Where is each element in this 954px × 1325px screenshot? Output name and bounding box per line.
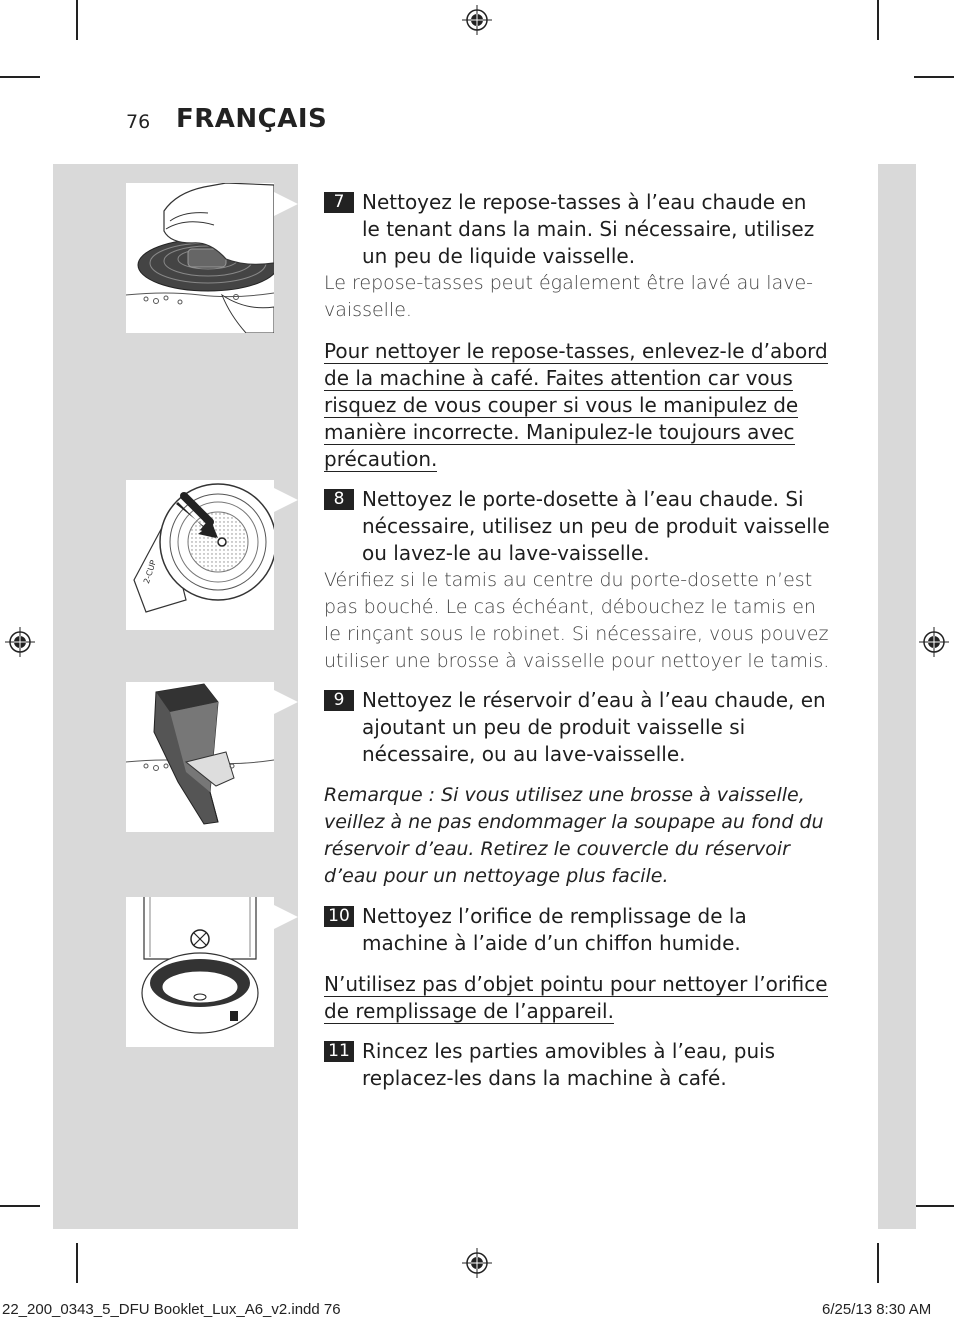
step-instruction: Nettoyez le porte-dosette à l’eau chaude. Si nécessaire, utilisez un peu de produit vaisselle ou lavez-le au lave-vaisselle. bbox=[362, 487, 830, 565]
step-instruction: Rincez les parties amovibles à l’eau, puis replacez-les dans la machine à café. bbox=[362, 1039, 776, 1090]
registration-mark-icon bbox=[919, 627, 949, 657]
warning-text bbox=[324, 971, 830, 1025]
step-instruction: Nettoyez le repose-tasses à l’eau chaude en le tenant dans la main. Si nécessaire, utilisez un peu de liquide vaisselle. bbox=[362, 190, 815, 268]
note-text: Remarque : Si vous utilisez une brosse à vaisselle, veillez à ne pas endommager la soupape au fond du réservoir d’eau. Retirez le couvercle du réservoir d’eau pour un nettoyage plus facile. bbox=[324, 784, 824, 887]
cup-tray-washing-illustration bbox=[126, 183, 274, 333]
step-detail: Le repose-tasses peut également être lavé au lave-vaisselle. bbox=[324, 272, 814, 321]
crop-mark bbox=[76, 0, 78, 40]
illustration-pointer bbox=[274, 690, 298, 714]
step-9 bbox=[324, 687, 830, 768]
step-8-block bbox=[324, 486, 830, 675]
warning-underlined: N’utilisez pas d’objet pointu pour nettoyer l’orifice de remplissage de l’appareil. bbox=[324, 972, 828, 1023]
print-slug-date: 6/25/13 8:30 AM bbox=[822, 1301, 932, 1318]
step-number-badge: 8 bbox=[324, 489, 354, 510]
step-number-badge: 7 bbox=[324, 192, 354, 213]
step-detail: Vérifiez si le tamis au centre du porte-dosette n’est pas bouché. Le cas échéant, débouchez le tamis en le rinçant sous le robinet. Si nécessaire, vous pouvez utiliser une brosse à vaisselle pour nettoyer le tamis. bbox=[324, 569, 830, 672]
margin-band bbox=[878, 164, 916, 1229]
step-7 bbox=[324, 189, 830, 270]
step-11-block bbox=[324, 1038, 830, 1092]
step-number-badge: 10 bbox=[324, 906, 354, 927]
step-number-badge: 9 bbox=[324, 690, 354, 711]
illustration-pointer bbox=[274, 905, 298, 929]
crop-mark bbox=[0, 1205, 40, 1207]
section-title: FRANÇAIS bbox=[176, 104, 328, 134]
step-9-block bbox=[324, 687, 830, 890]
step-8 bbox=[324, 486, 830, 567]
step-11 bbox=[324, 1038, 830, 1092]
pod-holder-label: 2-CUP bbox=[142, 558, 159, 585]
water-reservoir-illustration bbox=[126, 682, 274, 832]
crop-mark bbox=[914, 1205, 954, 1207]
registration-mark-icon bbox=[462, 5, 492, 35]
step-10 bbox=[324, 903, 830, 957]
crop-mark bbox=[914, 76, 954, 78]
illustration-pointer bbox=[274, 488, 298, 512]
illustration-pointer bbox=[274, 192, 298, 216]
pod-holder-illustration bbox=[126, 480, 274, 630]
page-number: 76 bbox=[126, 111, 151, 133]
print-slug-file: 22_200_0343_5_DFU Booklet_Lux_A6_v2.indd 76 bbox=[2, 1301, 341, 1318]
warning-underlined: Pour nettoyer le repose-tasses, enlevez-le d’abord de la machine à café. Faites attention car vous risquez de vous couper si vous le manipulez de manière incorrecte. Manipulez-le toujours avec précaution. bbox=[324, 339, 828, 471]
fill-opening-illustration bbox=[126, 897, 274, 1047]
step-instruction: Nettoyez le réservoir d’eau à l’eau chaude, en ajoutant un peu de produit vaisselle si nécessaire, ou au lave-vaisselle. bbox=[362, 688, 826, 766]
registration-mark-icon bbox=[462, 1248, 492, 1278]
step-10-block bbox=[324, 903, 830, 1025]
crop-mark bbox=[877, 0, 879, 40]
crop-mark bbox=[877, 1243, 879, 1283]
warning-text bbox=[324, 338, 830, 473]
crop-mark bbox=[0, 76, 40, 78]
crop-mark bbox=[76, 1243, 78, 1283]
step-7-block bbox=[324, 189, 830, 473]
step-instruction: Nettoyez l’orifice de remplissage de la machine à l’aide d’un chiffon humide. bbox=[362, 904, 747, 955]
step-number-badge: 11 bbox=[324, 1041, 354, 1062]
registration-mark-icon bbox=[5, 627, 35, 657]
